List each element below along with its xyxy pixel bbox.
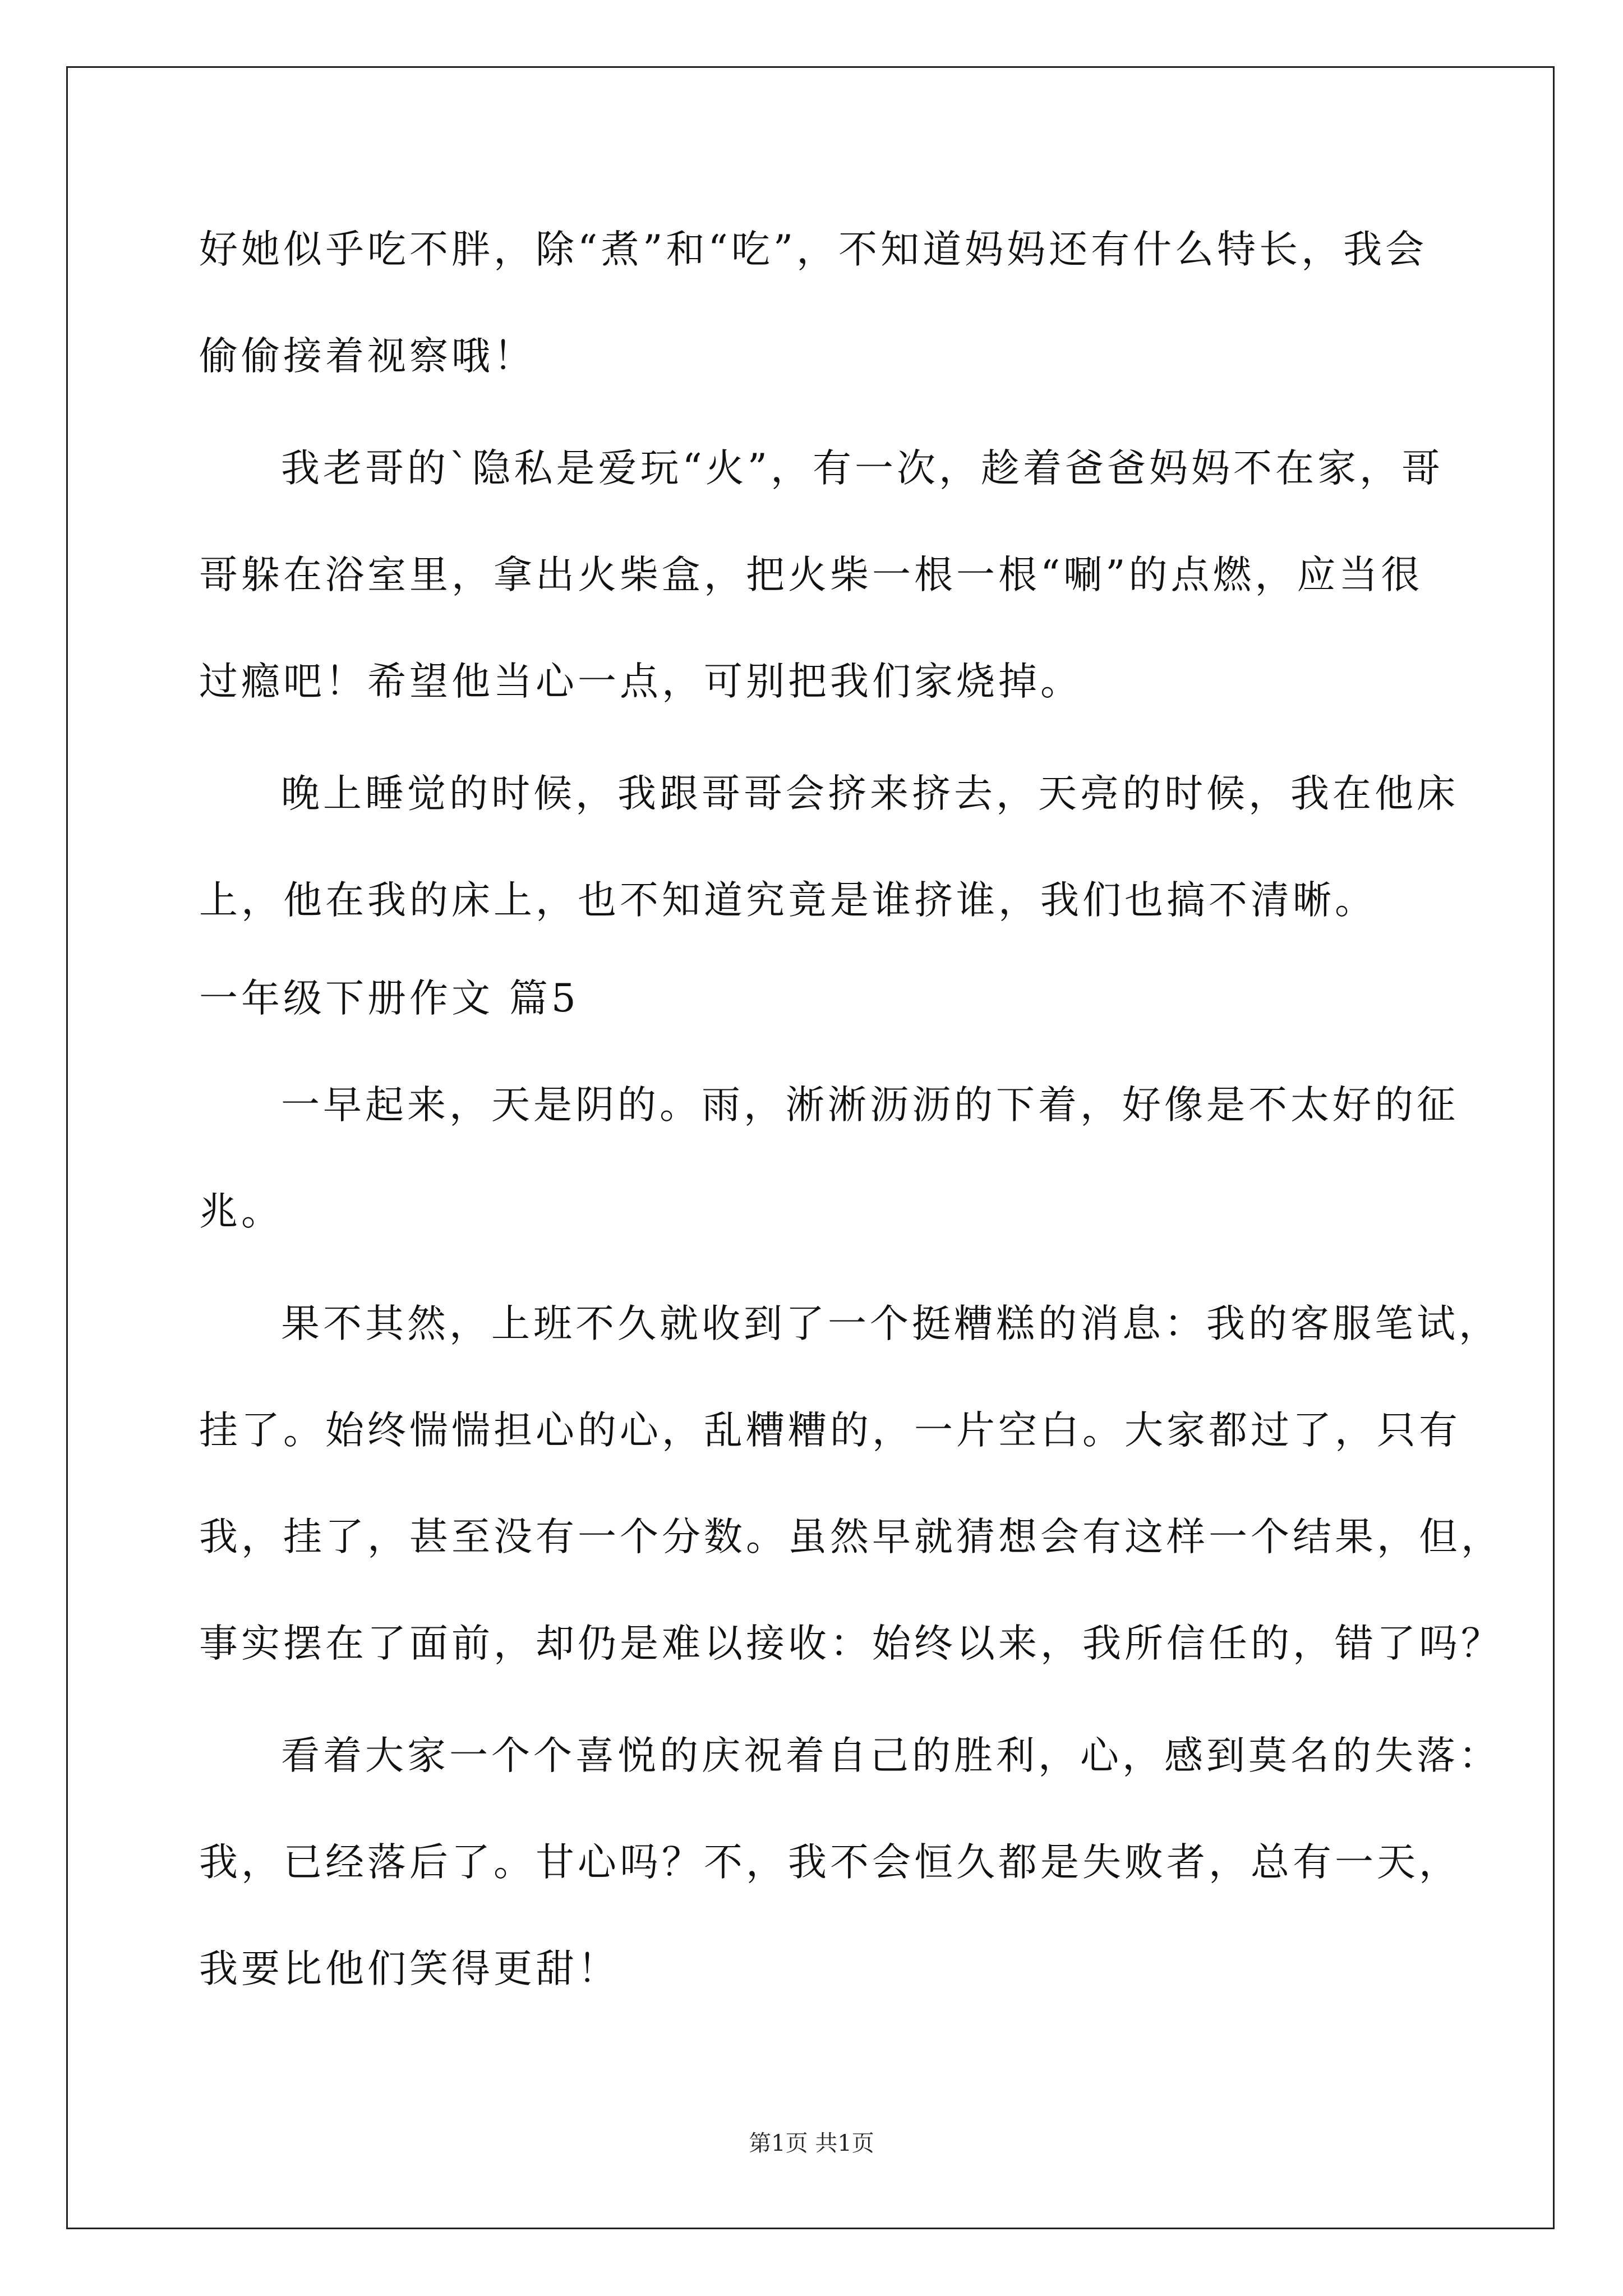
text-line: 哥躲在浴室里，拿出火柴盒，把火柴一根一根“唰”的点燃，应当很 bbox=[199, 553, 1423, 597]
text-line: 上，他在我的床上，也不知道究竟是谁挤谁，我们也搞不清晰。 bbox=[199, 878, 1377, 923]
text-line: 我要比他们笑得更甜！ bbox=[199, 1947, 620, 1991]
page-frame bbox=[66, 66, 1555, 2229]
paragraph-start-line: 晚上睡觉的时候，我跟哥哥会挤来挤去，天亮的时候，我在他床 bbox=[281, 771, 1459, 816]
paragraph-start-line: 一早起来，天是阴的。雨，淅淅沥沥的下着，好像是不太好的征 bbox=[281, 1083, 1459, 1128]
paragraph-start-line: 看着大家一个个喜悦的庆祝着自己的胜利，心，感到莫名的失落： bbox=[281, 1733, 1501, 1778]
text-line: 过瘾吧！希望他当心一点，可别把我们家烧掉。 bbox=[199, 659, 1082, 704]
text-line: 好她似乎吃不胖，除“煮”和“吃”，不知道妈妈还有什么特长，我会 bbox=[199, 227, 1428, 272]
text-line: 偷偷接着视察哦！ bbox=[199, 334, 536, 379]
paragraph-start-line: 我老哥的`隐私是爱玩“火”，有一次，趁着爸爸妈妈不在家，哥 bbox=[281, 446, 1444, 491]
section-heading: 一年级下册作文 篇5 bbox=[199, 976, 579, 1021]
paragraph-start-line: 果不其然，上班不久就收到了一个挺糟糕的消息：我的客服笔试， bbox=[281, 1301, 1501, 1346]
page-footer: 第1页 共1页 bbox=[749, 2131, 874, 2156]
text-line: 挂了。始终惴惴担心的心，乱糟糟的，一片空白。大家都过了，只有 bbox=[199, 1408, 1461, 1453]
text-line: 兆。 bbox=[199, 1189, 283, 1234]
text-line: 我，已经落后了。甘心吗？不，我不会恒久都是失败者，总有一天， bbox=[199, 1840, 1461, 1885]
text-line: 事实摆在了面前，却仍是难以接收：始终以来，我所信任的，错了吗？ bbox=[199, 1621, 1503, 1666]
text-line: 我，挂了，甚至没有一个分数。虽然早就猜想会有这样一个结果，但， bbox=[199, 1515, 1503, 1559]
